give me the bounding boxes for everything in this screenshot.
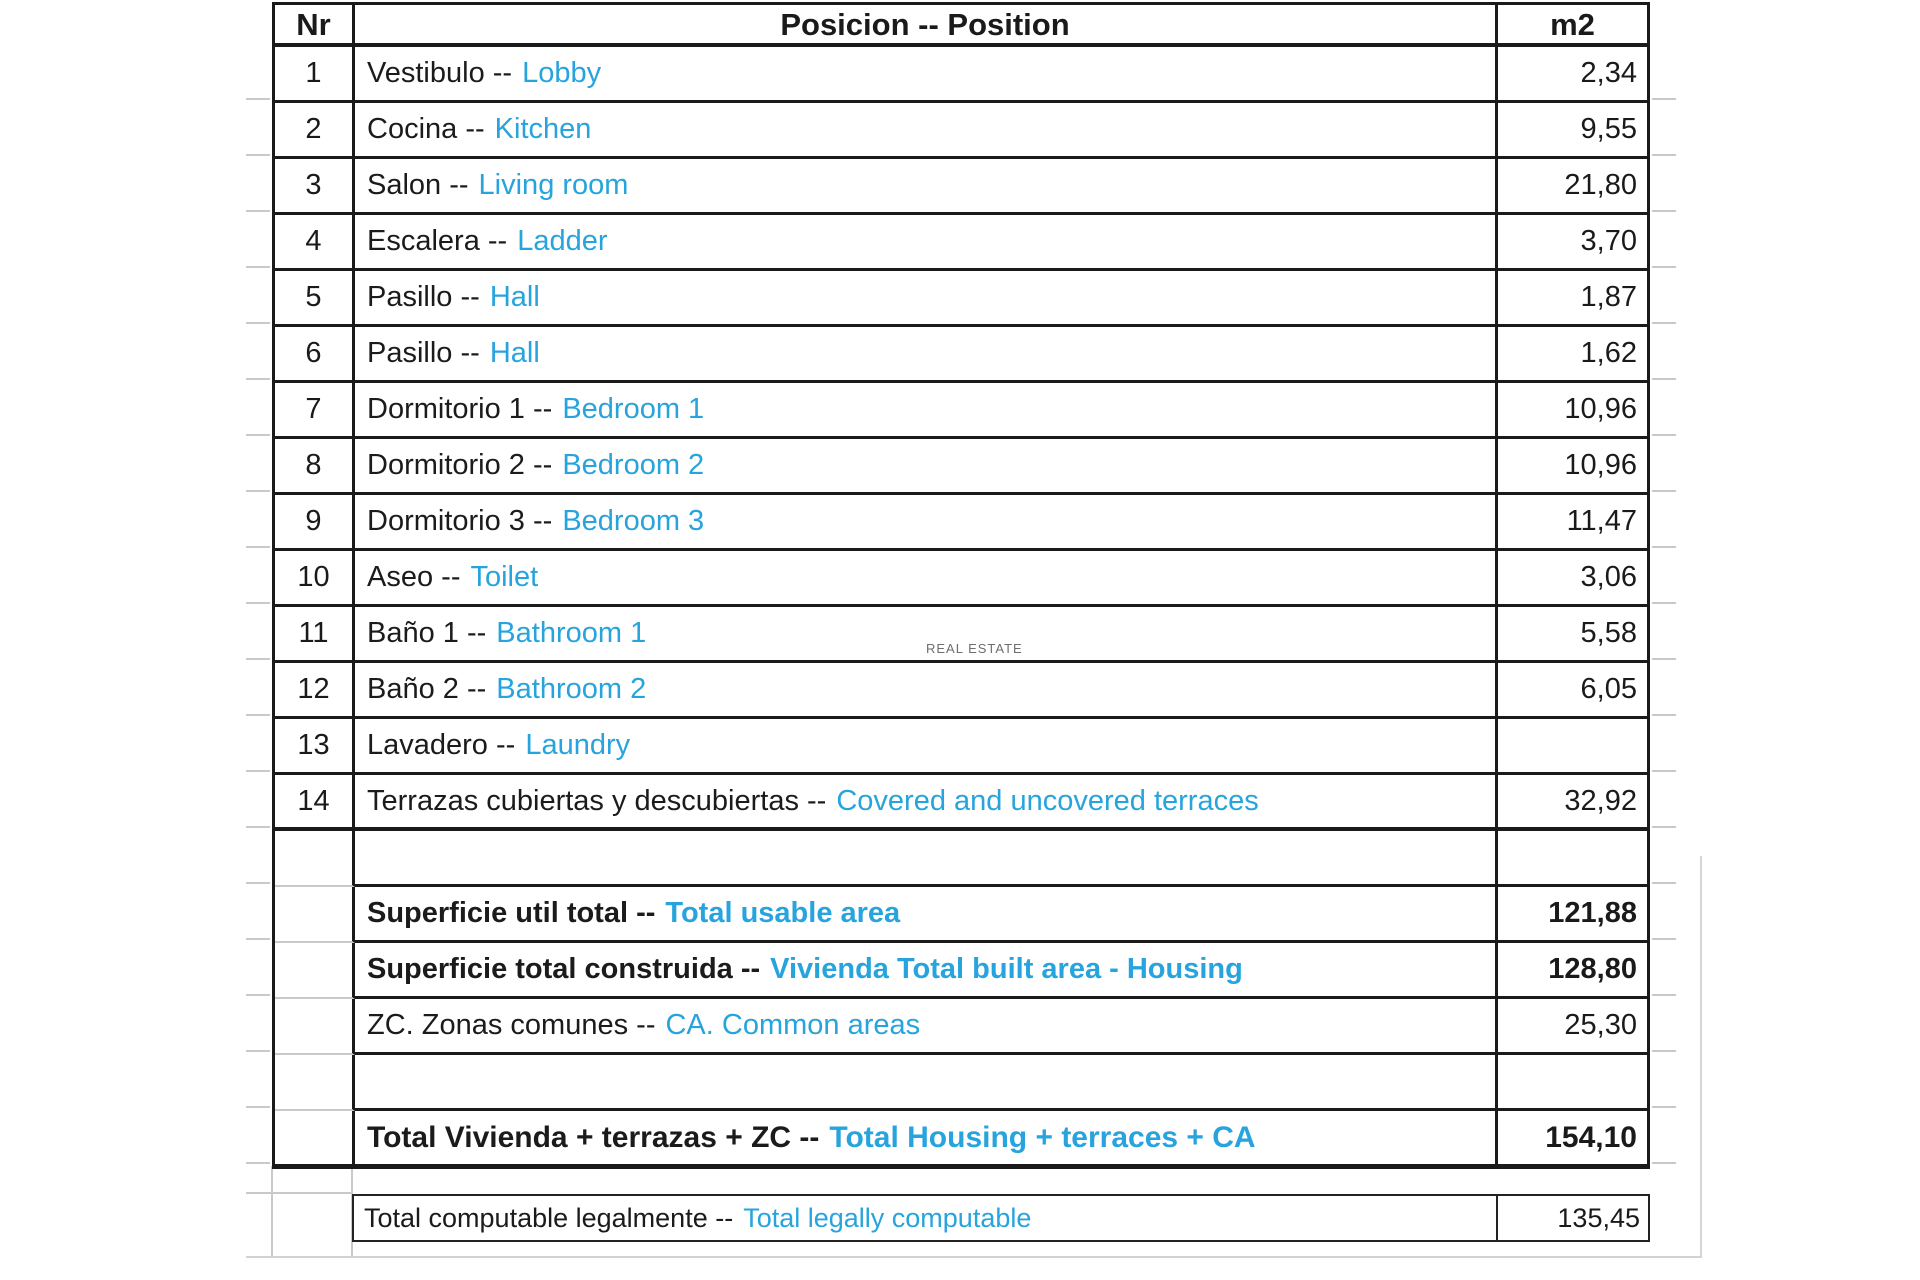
row-number-cell: 2 [275, 103, 355, 159]
room-name-es: Lavadero -- [367, 729, 516, 761]
faint-gridline-horizontal [246, 1192, 352, 1194]
position-cell [355, 495, 1498, 551]
table-row [275, 775, 1647, 831]
area-value-cell [1498, 1055, 1647, 1111]
table-row [275, 551, 1647, 607]
room-name-es: Terrazas cubiertas y descubiertas -- [367, 784, 827, 817]
row-number-cell: 5 [275, 271, 355, 327]
empty-row [275, 1055, 1647, 1111]
area-value-cell: 1,62 [1498, 327, 1647, 383]
area-value-cell [1498, 831, 1647, 887]
area-value-cell: 6,05 [1498, 663, 1647, 719]
faint-gridline-horizontal [246, 1256, 1702, 1258]
row-number-cell: 7 [275, 383, 355, 439]
empty-row [275, 831, 1647, 887]
room-name-en: Lobby [522, 57, 602, 89]
room-name-en: Laundry [525, 729, 631, 761]
position-cell [354, 1196, 1496, 1240]
area-value-cell: 10,96 [1498, 383, 1647, 439]
summary-row [275, 999, 1647, 1055]
summary-label-en: Vivienda Total built area - Housing [770, 953, 1243, 985]
row-number-cell: 8 [275, 439, 355, 495]
table-row [275, 383, 1647, 439]
room-name-es: Salon -- [367, 169, 469, 201]
summary-label-en: Total usable area [665, 897, 901, 929]
area-value-cell: 3,06 [1498, 551, 1647, 607]
room-name-es: Pasillo -- [367, 281, 480, 313]
room-name-es: Baño 2 -- [367, 673, 487, 705]
row-number-cell: 13 [275, 719, 355, 775]
row-number-cell: 12 [275, 663, 355, 719]
area-table [272, 2, 1650, 1169]
room-name-en: Living room [478, 169, 629, 201]
right-gridline-gutter [1652, 44, 1676, 1166]
position-cell [355, 327, 1498, 383]
room-name-en: Hall [489, 337, 540, 369]
area-value-cell: 21,80 [1498, 159, 1647, 215]
room-name-es: Baño 1 -- [367, 617, 487, 649]
area-value-cell [1498, 719, 1647, 775]
position-cell [355, 1055, 1498, 1111]
area-value-cell: 1,87 [1498, 271, 1647, 327]
area-value-cell: 25,30 [1498, 999, 1647, 1055]
position-cell [355, 215, 1498, 271]
grand-total-label-es: Total Vivienda + terrazas + ZC -- [367, 1120, 820, 1154]
position-cell [355, 999, 1498, 1055]
row-number-cell [275, 1055, 355, 1111]
area-value-cell: 3,70 [1498, 215, 1647, 271]
room-name-es: Dormitorio 2 -- [367, 449, 553, 481]
header-position: Posicion -- Position [355, 5, 1498, 47]
position-cell [355, 551, 1498, 607]
position-cell [355, 1111, 1498, 1169]
row-number-cell [275, 1111, 355, 1169]
position-cell [355, 943, 1498, 999]
position-cell [355, 887, 1498, 943]
area-value-cell: 2,34 [1498, 47, 1647, 103]
room-name-en: Hall [489, 281, 540, 313]
row-number-cell: 10 [275, 551, 355, 607]
room-name-es: Dormitorio 1 -- [367, 393, 553, 425]
watermark-text: REAL ESTATE [922, 641, 1027, 657]
room-name-en: Covered and uncovered terraces [836, 784, 1259, 817]
room-name-es: Escalera -- [367, 225, 508, 257]
row-number-cell: 4 [275, 215, 355, 271]
position-cell [355, 383, 1498, 439]
area-value-cell: 154,10 [1498, 1111, 1647, 1169]
room-name-en: Bathroom 1 [496, 617, 647, 649]
summary-label-es: Superficie total construida -- [367, 953, 761, 985]
row-number-cell: 11 [275, 607, 355, 663]
header-nr: Nr [275, 5, 355, 47]
table-row [275, 103, 1647, 159]
row-number-cell: 6 [275, 327, 355, 383]
summary-row [275, 943, 1647, 999]
position-cell [355, 271, 1498, 327]
area-value-cell: 10,96 [1498, 439, 1647, 495]
grand-total-label-en: Total Housing + terraces + CA [829, 1120, 1256, 1154]
area-value-cell: 5,58 [1498, 607, 1647, 663]
table-row [275, 439, 1647, 495]
room-name-es: Dormitorio 3 -- [367, 505, 553, 537]
position-cell [355, 775, 1498, 831]
row-number-cell: 14 [275, 775, 355, 831]
header-m2: m2 [1498, 5, 1647, 47]
room-name-es: Cocina -- [367, 113, 485, 145]
row-number-cell [275, 887, 355, 943]
room-name-es: Aseo -- [367, 561, 461, 593]
row-number-cell: 1 [275, 47, 355, 103]
table-row [275, 159, 1647, 215]
table-row [275, 663, 1647, 719]
summary-label-en: CA. Common areas [665, 1009, 921, 1041]
room-name-en: Bedroom 1 [562, 393, 705, 425]
summary-label-es: Superficie util total -- [367, 897, 656, 929]
area-value-cell: 135,45 [1496, 1196, 1648, 1240]
room-name-en: Bathroom 2 [496, 673, 647, 705]
room-name-en: Bedroom 2 [562, 449, 705, 481]
area-value-cell: 121,88 [1498, 887, 1647, 943]
summary-row [275, 887, 1647, 943]
row-number-cell: 9 [275, 495, 355, 551]
position-cell [355, 103, 1498, 159]
area-value-cell: 32,92 [1498, 775, 1647, 831]
table-row [275, 719, 1647, 775]
table-row [275, 327, 1647, 383]
footer-label-es: Total computable legalmente -- [364, 1202, 734, 1233]
area-value-cell: 9,55 [1498, 103, 1647, 159]
row-number-cell [275, 943, 355, 999]
table-row [275, 215, 1647, 271]
room-name-es: Pasillo -- [367, 337, 480, 369]
position-cell [355, 439, 1498, 495]
left-gridline-gutter [246, 44, 270, 1166]
area-value-cell: 128,80 [1498, 943, 1647, 999]
row-number-cell [275, 831, 355, 887]
table-header-row [275, 5, 1647, 47]
room-name-en: Bedroom 3 [562, 505, 705, 537]
room-name-en: Kitchen [494, 113, 592, 145]
table-row [275, 271, 1647, 327]
position-cell [355, 663, 1498, 719]
area-value-cell: 11,47 [1498, 495, 1647, 551]
footer-total-row [352, 1194, 1650, 1242]
position-cell [355, 47, 1498, 103]
row-number-cell [275, 999, 355, 1055]
table-row [275, 495, 1647, 551]
position-cell [355, 159, 1498, 215]
faint-gridline-vertical [271, 1166, 273, 1258]
room-name-en: Toilet [470, 561, 539, 593]
footer-label-en: Total legally computable [743, 1202, 1032, 1233]
row-number-cell: 3 [275, 159, 355, 215]
position-cell [355, 719, 1498, 775]
table-row [275, 47, 1647, 103]
room-name-es: Vestibulo -- [367, 57, 513, 89]
position-cell [355, 831, 1498, 887]
grand-total-row [275, 1111, 1647, 1169]
summary-label-es: ZC. Zonas comunes -- [367, 1009, 656, 1041]
room-name-en: Ladder [517, 225, 608, 257]
faint-gridline-vertical [1700, 856, 1702, 1258]
